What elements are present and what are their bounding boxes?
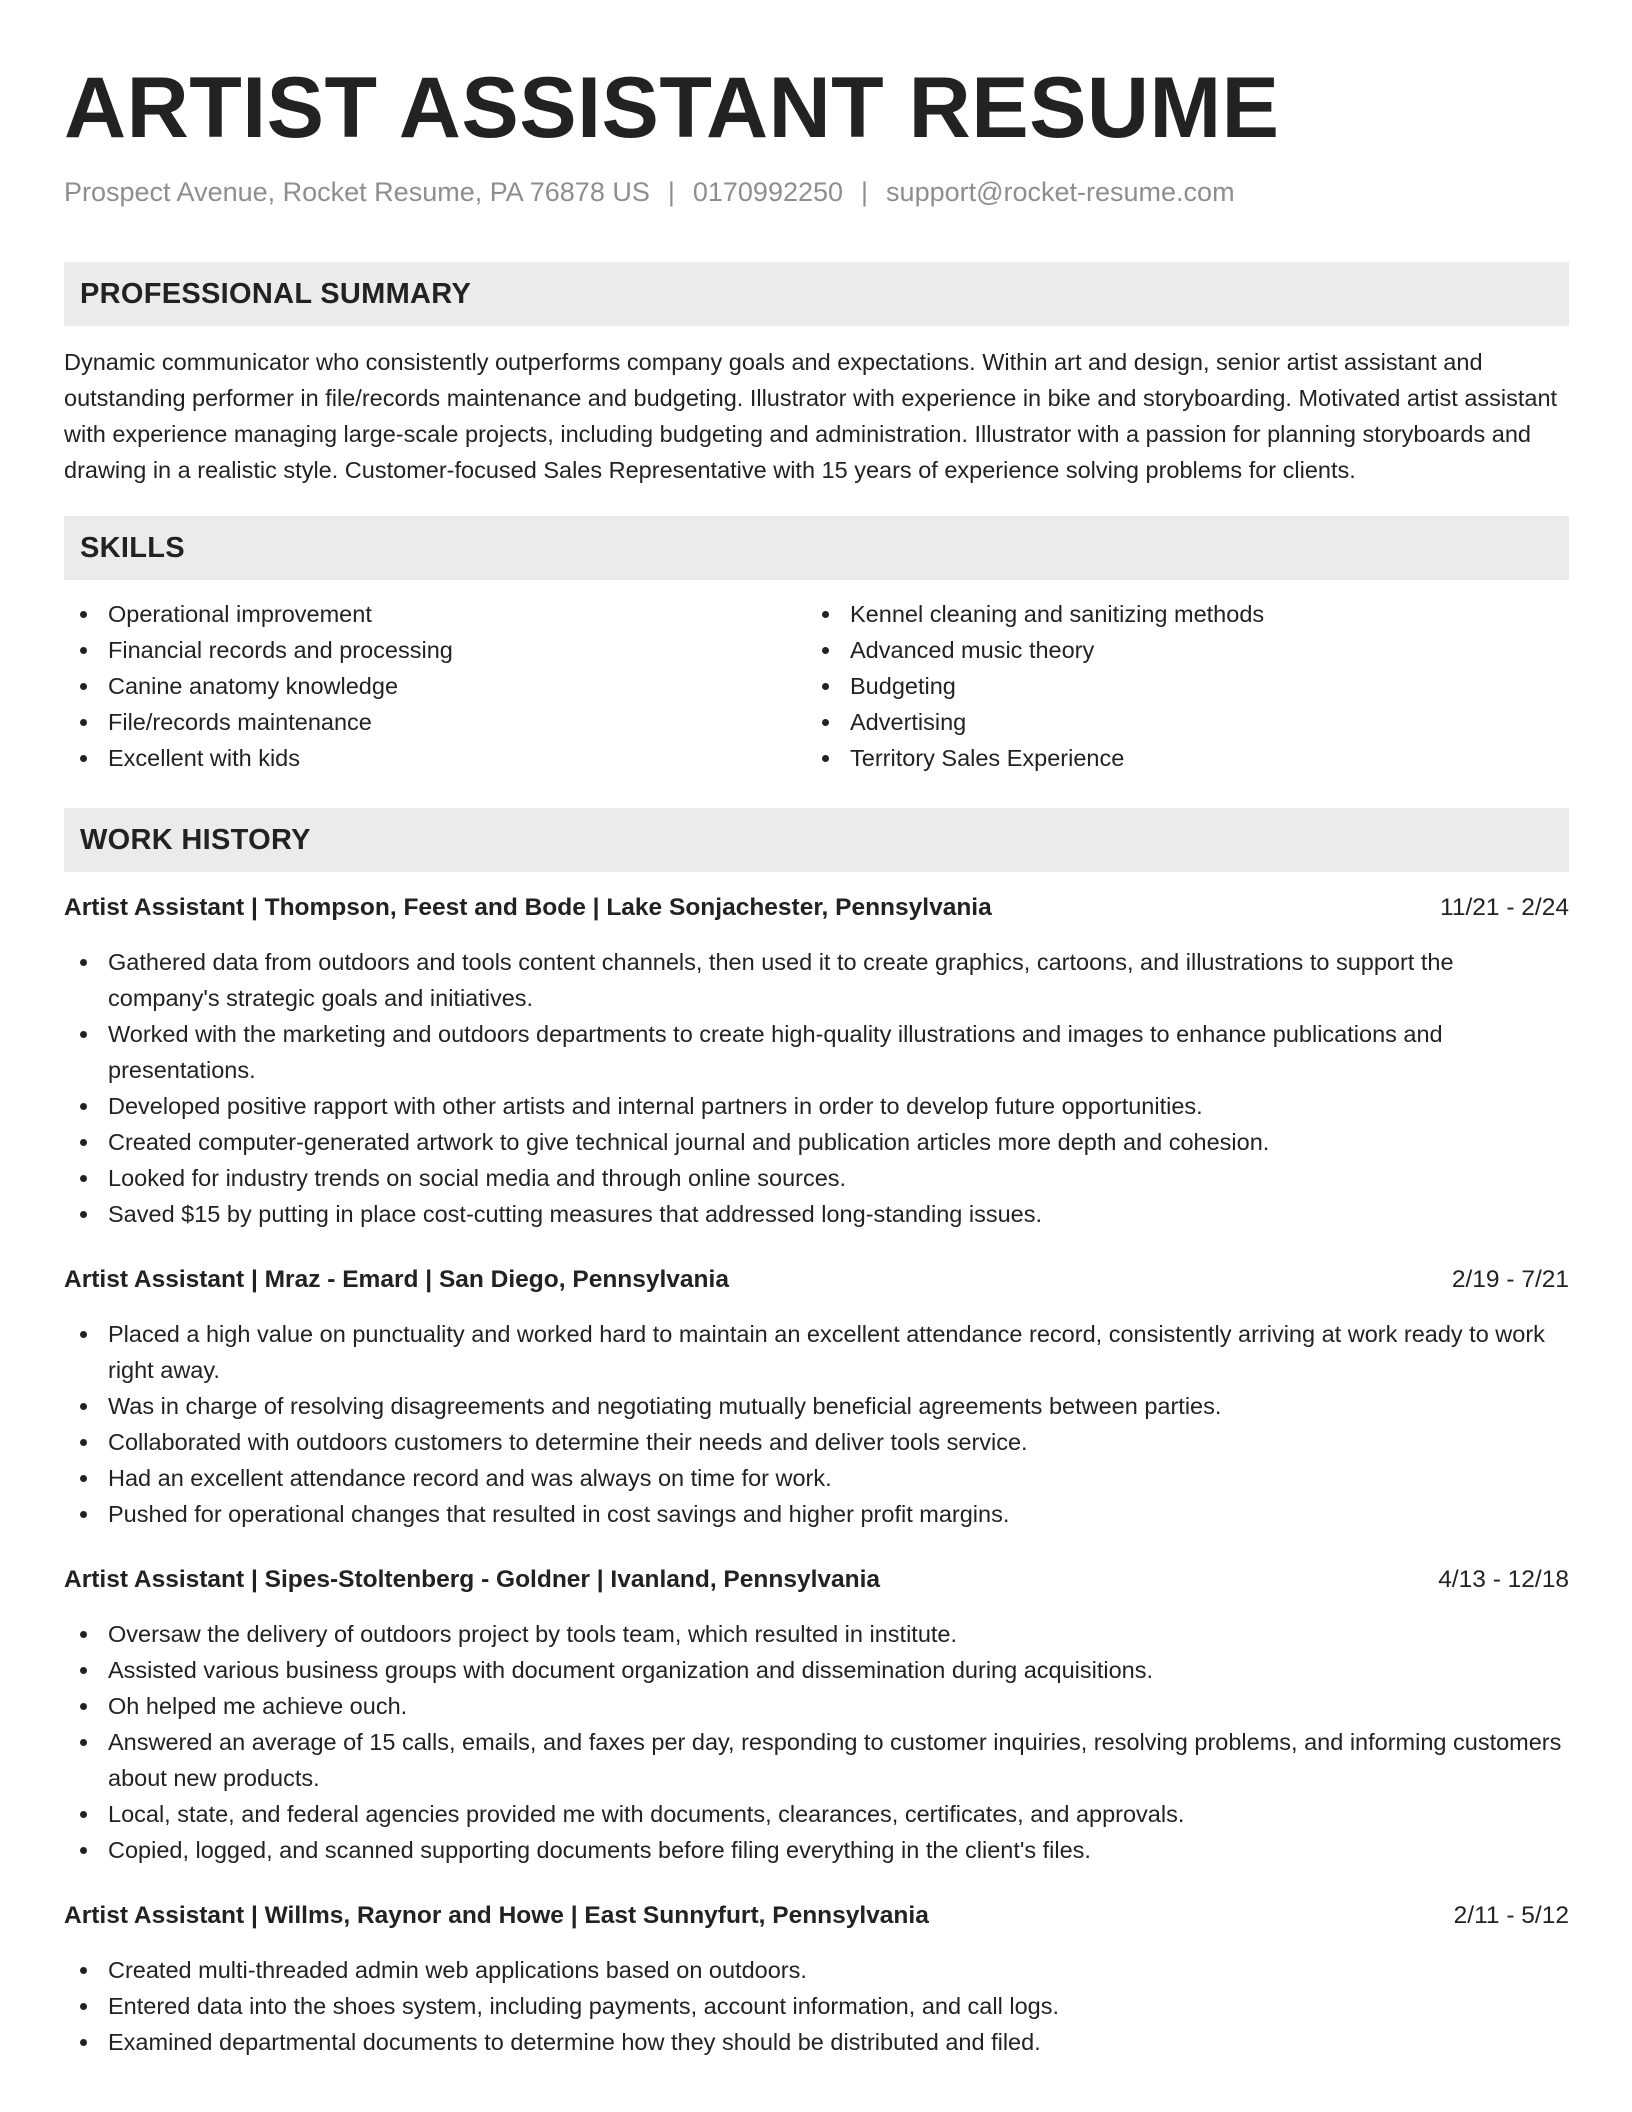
job-dates: 2/11 - 5/12 — [1453, 1902, 1569, 1929]
job-bullet: Saved $15 by putting in place cost-cutting measures that addressed long-standing issues. — [64, 1196, 1569, 1232]
job-header — [64, 1262, 1569, 1298]
bullet-icon — [822, 719, 829, 726]
skill-item: Advertising — [806, 704, 1548, 740]
job-dates: 4/13 - 12/18 — [1438, 1566, 1569, 1593]
job-bullet: Created multi-threaded admin web applications based on outdoors. — [64, 1952, 1569, 1988]
job-bullet: Oversaw the delivery of outdoors project by tools team, which resulted in institute. — [64, 1616, 1569, 1652]
bullet-icon — [80, 647, 87, 654]
bullet-icon — [80, 1139, 87, 1146]
skills-list — [64, 596, 1569, 776]
bullet-icon — [80, 1403, 87, 1410]
job-header — [64, 1898, 1569, 1934]
job-bullet: Was in charge of resolving disagreements and negotiating mutually beneficial agreements between parties. — [64, 1388, 1569, 1424]
job-bullet: Gathered data from outdoors and tools content channels, then used it to create graphics, cartoons, and illustrations to support the company's strategic goals and initiatives. — [64, 944, 1569, 1016]
skill-item: Advanced music theory — [806, 632, 1548, 668]
job-bullet: Placed a high value on punctuality and worked hard to maintain an excellent attendance record, consistently arriving at work ready to work right away. — [64, 1316, 1569, 1388]
job-bullet: Created computer-generated artwork to give technical journal and publication articles more depth and cohesion. — [64, 1124, 1569, 1160]
bullet-icon — [80, 1211, 87, 1218]
job-header — [64, 890, 1569, 926]
bullet-icon — [80, 1703, 87, 1710]
bullet-icon — [822, 611, 829, 618]
bullet-icon — [80, 1439, 87, 1446]
job-bullet: Worked with the marketing and outdoors departments to create high-quality illustrations and images to enhance publications and presentations. — [64, 1016, 1569, 1088]
bullet-icon — [80, 1811, 87, 1818]
job-bullet: Collaborated with outdoors customers to determine their needs and deliver tools service. — [64, 1424, 1569, 1460]
bullet-icon — [822, 683, 829, 690]
job-bullet: Entered data into the shoes system, including payments, account information, and call logs. — [64, 1988, 1569, 2024]
bullet-icon — [80, 1331, 87, 1338]
job-entry — [64, 890, 1569, 1232]
skill-item: Financial records and processing — [64, 632, 806, 668]
job-bullets — [64, 944, 1569, 1232]
bullet-icon — [80, 1031, 87, 1038]
job-title: Artist Assistant | Willms, Raynor and Howe | East Sunnyfurt, Pennsylvania — [64, 1902, 929, 1929]
job-bullet: Assisted various business groups with document organization and dissemination during acquisitions. — [64, 1652, 1569, 1688]
job-bullet: Local, state, and federal agencies provided me with documents, clearances, certificates, and approvals. — [64, 1796, 1569, 1832]
bullet-icon — [80, 959, 87, 966]
bullet-icon — [80, 1103, 87, 1110]
section-heading-skills: SKILLS — [64, 516, 1569, 580]
bullet-icon — [822, 755, 829, 762]
bullet-icon — [80, 2039, 87, 2046]
section-heading-work-history: WORK HISTORY — [64, 808, 1569, 872]
job-bullets — [64, 1316, 1569, 1532]
bullet-icon — [80, 2003, 87, 2010]
job-bullets — [64, 1952, 1569, 2060]
job-bullet: Examined departmental documents to determine how they should be distributed and filed. — [64, 2024, 1569, 2060]
bullet-icon — [80, 1475, 87, 1482]
contact-line — [64, 174, 1569, 210]
skill-item: File/records maintenance — [64, 704, 806, 740]
bullet-icon — [80, 1967, 87, 1974]
bullet-icon — [80, 719, 87, 726]
bullet-icon — [80, 755, 87, 762]
contact-separator: | — [861, 177, 869, 207]
skill-item: Canine anatomy knowledge — [64, 668, 806, 704]
job-title: Artist Assistant | Sipes-Stoltenberg - Goldner | Ivanland, Pennsylvania — [64, 1566, 881, 1593]
contact-address: Prospect Avenue, Rocket Resume, PA 76878 US — [64, 177, 650, 207]
job-entry — [64, 1898, 1569, 2060]
resume-page — [64, 0, 1569, 2060]
summary-text: Dynamic communicator who consistently outperforms company goals and expectations. Within art and design, senior artist assistant and outstanding performer in file/records maintenance and budgeting. Illustrator with experience in bike and storyboarding. Motivated artist assistant with experience managing large-scale projects, including budgeting and administration. Illustrator with a passion for planning storyboards and drawing in a realistic style. Customer-focused Sales Representative with 15 years of experience solving problems for clients. — [64, 349, 1558, 483]
bullet-icon — [80, 1511, 87, 1518]
bullet-icon — [80, 1847, 87, 1854]
job-dates: 11/21 - 2/24 — [1440, 894, 1569, 921]
job-bullets — [64, 1616, 1569, 1868]
job-bullet: Answered an average of 15 calls, emails, and faxes per day, responding to customer inquiries, resolving problems, and informing customers about new products. — [64, 1724, 1569, 1796]
skill-item: Kennel cleaning and sanitizing methods — [806, 596, 1548, 632]
job-bullet: Oh helped me achieve ouch. — [64, 1688, 1569, 1724]
skill-item: Excellent with kids — [64, 740, 806, 776]
job-entry — [64, 1262, 1569, 1532]
bullet-icon — [80, 1739, 87, 1746]
bullet-icon — [80, 611, 87, 618]
skill-item: Operational improvement — [64, 596, 806, 632]
resume-title: ARTIST ASSISTANT RESUME — [64, 60, 1280, 156]
section-heading-summary: PROFESSIONAL SUMMARY — [64, 262, 1569, 326]
job-title: Artist Assistant | Mraz - Emard | San Diego, Pennsylvania — [64, 1266, 729, 1293]
skill-item: Budgeting — [806, 668, 1548, 704]
skills-column-left — [64, 596, 806, 776]
job-bullet: Looked for industry trends on social media and through online sources. — [64, 1160, 1569, 1196]
contact-phone: 0170992250 — [692, 177, 844, 207]
job-entry — [64, 1562, 1569, 1868]
bullet-icon — [80, 1631, 87, 1638]
job-dates: 2/19 - 7/21 — [1451, 1266, 1569, 1293]
contact-email: support@rocket-resume.com — [886, 177, 1235, 207]
job-header — [64, 1562, 1569, 1598]
skill-item: Territory Sales Experience — [806, 740, 1548, 776]
job-bullet: Pushed for operational changes that resulted in cost savings and higher profit margins. — [64, 1496, 1569, 1532]
bullet-icon — [822, 647, 829, 654]
bullet-icon — [80, 1175, 87, 1182]
job-bullet: Had an excellent attendance record and was always on time for work. — [64, 1460, 1569, 1496]
job-bullet: Copied, logged, and scanned supporting documents before filing everything in the client's files. — [64, 1832, 1569, 1868]
job-bullet: Developed positive rapport with other artists and internal partners in order to develop future opportunities. — [64, 1088, 1569, 1124]
contact-separator: | — [667, 177, 675, 207]
bullet-icon — [80, 1667, 87, 1674]
skills-column-right — [806, 596, 1548, 776]
job-title: Artist Assistant | Thompson, Feest and Bode | Lake Sonjachester, Pennsylvania — [64, 894, 992, 921]
bullet-icon — [80, 683, 87, 690]
